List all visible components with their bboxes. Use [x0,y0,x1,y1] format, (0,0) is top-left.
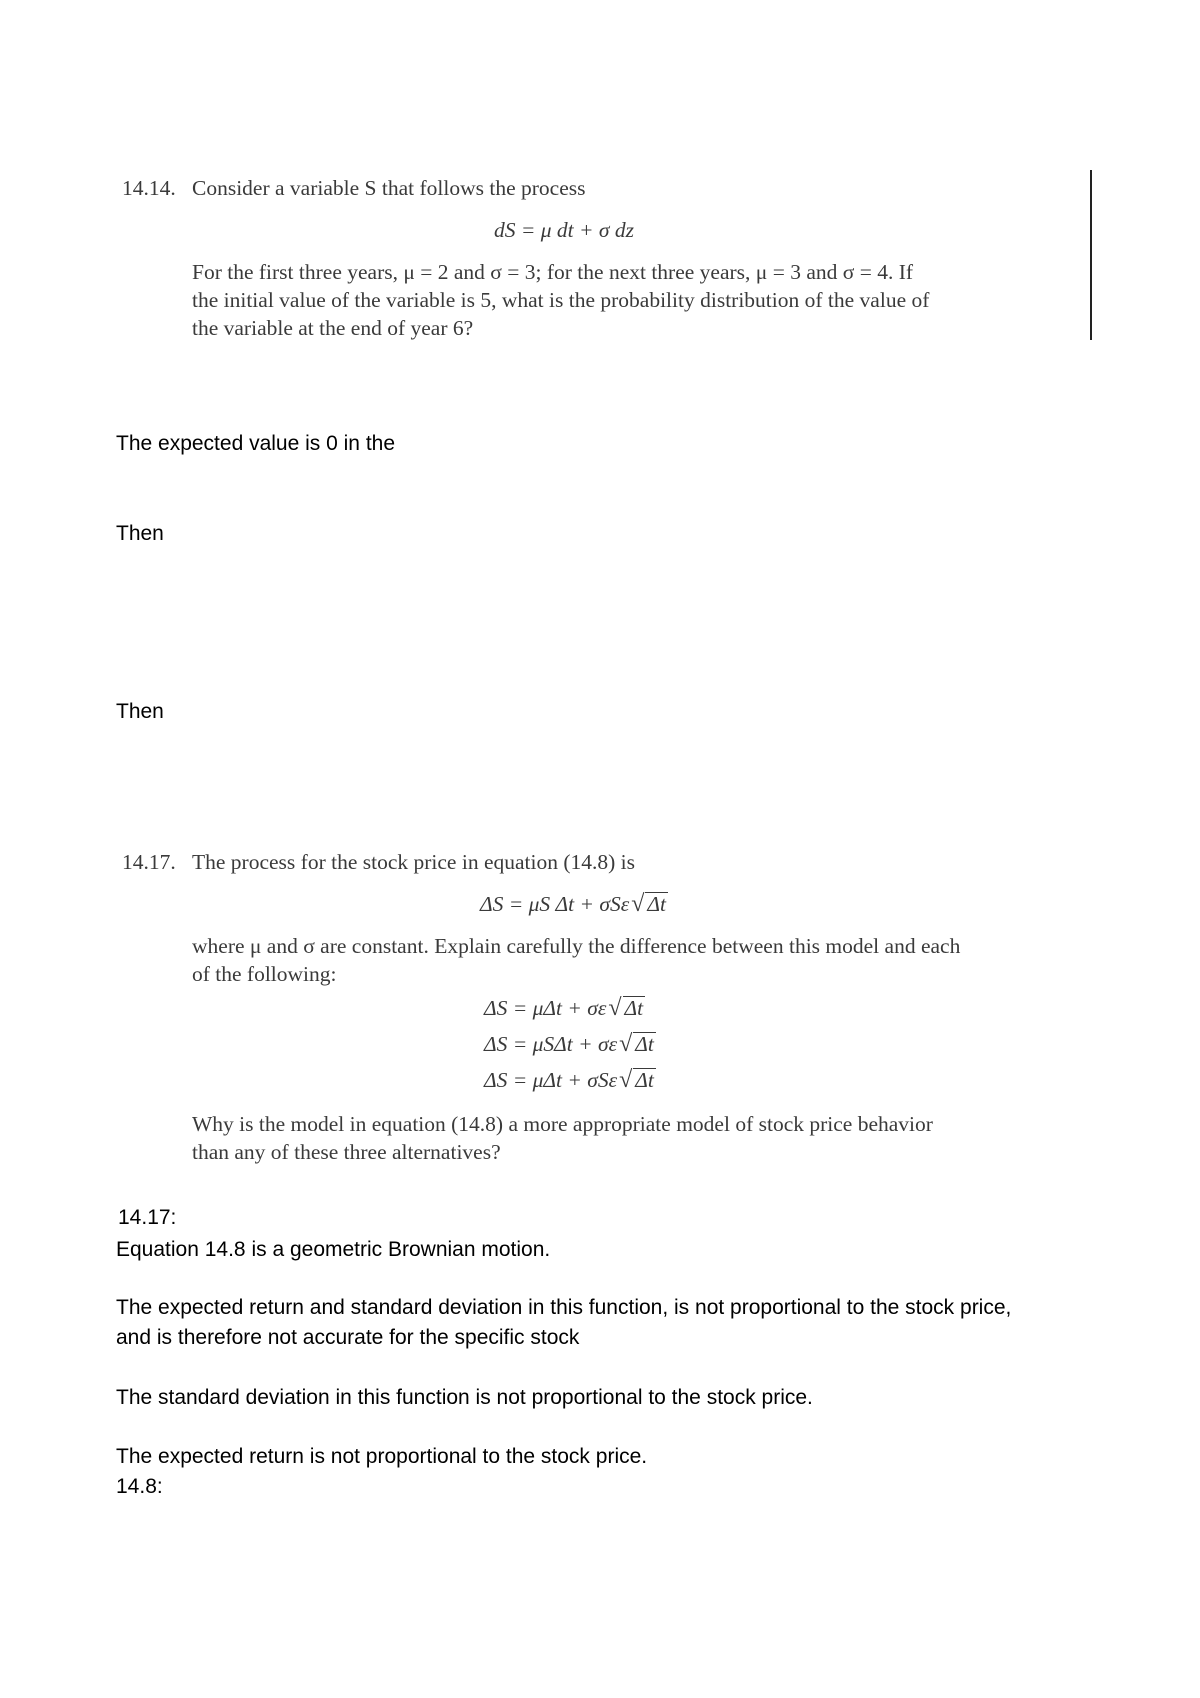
sqrt-symbol: √ [631,891,645,917]
answer-then-1: Then [116,522,164,545]
equation-left: ΔS = μS Δt + σSε [480,892,630,916]
intro-line: where μ and σ are constant. Explain carefully the difference between this model and each [192,934,961,958]
answer-line: The expected value is 0 in the [116,432,396,455]
sqrt-symbol: √ [619,1067,633,1093]
intro-line: of the following: [192,962,337,986]
problem-text-line: the initial value of the variable is 5, what is the probability distribution of the value of [192,288,930,312]
answer-line: and is therefore not accurate for the specific stock [116,1326,580,1349]
equation-left: ΔS = μSΔt + σε [484,1032,618,1056]
answer-line: Equation 14.8 is a geometric Brownian motion. [116,1238,551,1261]
sqrt-symbol: √ [608,995,622,1021]
equation-root: Δt [624,996,644,1020]
alternative-equation-3 [484,1066,656,1094]
alternative-equation-1 [484,994,645,1022]
question-line: than any of these three alternatives? [192,1140,501,1164]
sqrt-symbol: √ [619,1031,633,1057]
problem-14-14 [122,174,1082,344]
answer-heading: 14.17: [118,1206,177,1229]
problem-title: Consider a variable S that follows the process [192,176,586,200]
main-equation [480,890,668,918]
equation-root: Δt [635,1032,654,1056]
problem-14-17 [122,848,1102,1178]
problem-title: The process for the stock price in equation (14.8) is [192,850,636,874]
margin-rule [1090,170,1092,340]
question-line: Why is the model in equation (14.8) a more appropriate model of stock price behavior [192,1112,933,1136]
answer-line: The standard deviation in this function is not proportional to the stock price. [116,1386,813,1409]
equation-root: Δt [647,892,666,916]
equation-left: ΔS = μΔt + σε [484,996,607,1020]
equation-root: Δt [635,1068,654,1092]
problem-text-line: the variable at the end of year 6? [192,316,474,340]
equation-left: ΔS = μΔt + σSε [484,1068,618,1092]
problem-number: 14.17. [122,850,176,874]
answer-then-2: Then [116,700,164,723]
answer-line: The expected return and standard deviation in this function, is not proportional to the stock price, [116,1296,1012,1319]
alternative-equation-2 [484,1030,656,1058]
problem-text-line: For the first three years, μ = 2 and σ = 3; for the next three years, μ = 3 and σ = 4. If [192,260,914,284]
process-equation: dS = μ dt + σ dz [494,218,635,242]
answer-line: 14.8: [116,1475,163,1498]
answer-line: The expected return is not proportional to the stock price. [116,1445,648,1468]
problem-number: 14.14. [122,176,176,200]
